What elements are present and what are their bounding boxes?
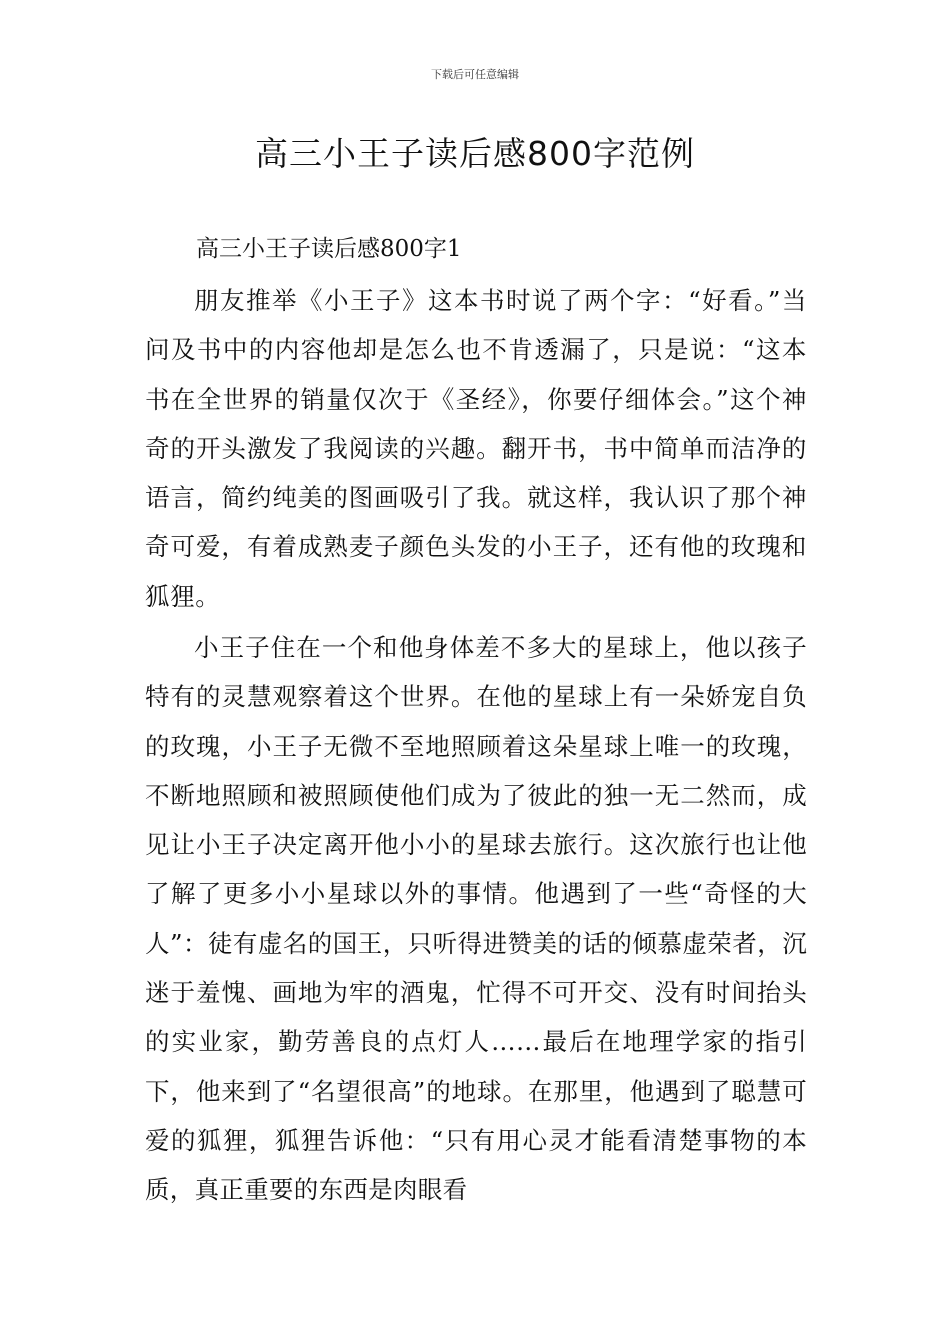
body-paragraph-1: 朋友推举《小王子》这本书时说了两个字：“好看。”当问及书中的内容他却是怎么也不肯透漏了，只是说：“这本书在全世界的销量仅次于《圣经》，你要仔细体会。”这个神奇的开头激发了我阅读的兴趣。翻开书，书中简单而洁净的语言，简约纯美的图画吸引了我。就这样，我认识了那个神奇可爱，有着成熟麦子颜色头发的小王子，还有他的玫瑰和狐狸。 [145, 286, 807, 611]
header-note: 下载后可任意编辑 [431, 68, 519, 81]
body-paragraph-2: 小王子住在一个和他身体差不多大的星球上，他以孩子特有的灵慧观察着这个世界。在他的星球上有一朵娇宠自负的玫瑰，小王子无微不至地照顾着这朵星球上唯一的玫瑰，不断地照顾和被照顾使他们成为了彼此的独一无二然而，成见让小王子决定离开他小小的星球去旅行。这次旅行也让他了解了更多小小星球以外的事情。他遇到了一些“奇怪的大人”：徒有虚名的国王，只听得进赞美的话的倾慕虚荣者，沉迷于羞愧、画地为牢的酒鬼，忙得不可开交、没有时间抬头的实业家，勤劳善良的点灯人……最后在地理学家的指引下，他来到了“名望很高”的地球。在那里，他遇到了聪慧可爱的狐狸，狐狸告诉他：“只有用心灵才能看清楚事物的本质，真正重要的东西是肉眼看 [145, 633, 807, 1205]
section-subheading: 高三小王子读后感800字1 [196, 236, 462, 262]
document-title: 高三小王子读后感800字范例 [255, 134, 695, 173]
